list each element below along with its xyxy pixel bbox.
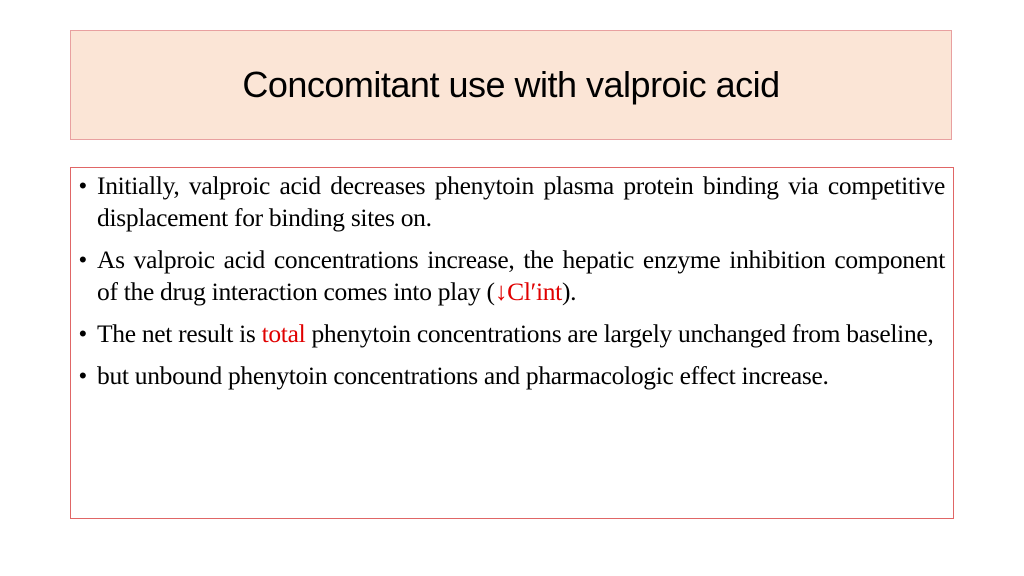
- slide-title: Concomitant use with valproic acid: [242, 64, 780, 105]
- total-highlight: total: [261, 319, 306, 348]
- clearance-highlight: ↓Cl′int: [494, 277, 562, 306]
- bullet-item-1: [77, 170, 945, 234]
- bullet-text: Initially, valproic acid decreases phenytoin plasma protein binding via competitive displacement for binding sites on.: [97, 171, 945, 232]
- bullet-text: but unbound phenytoin concentrations and pharmacologic effect increase.: [97, 361, 829, 390]
- bullet-item-4: [77, 360, 945, 392]
- bullet-item-2: [77, 244, 945, 308]
- title-box: [70, 30, 952, 140]
- bullet-text-after: phenytoin concentrations are largely unchanged from baseline,: [305, 319, 934, 348]
- bullet-text-before: The net result is: [97, 319, 262, 348]
- bullet-text-after: ).: [561, 277, 577, 306]
- content-box: [70, 167, 954, 519]
- bullet-text-before: As valproic acid concentrations increase, the hepatic enzyme inhibition component of the drug interaction comes into play (: [97, 245, 945, 306]
- bullet-item-3: [77, 318, 945, 350]
- bullet-list: [77, 170, 945, 392]
